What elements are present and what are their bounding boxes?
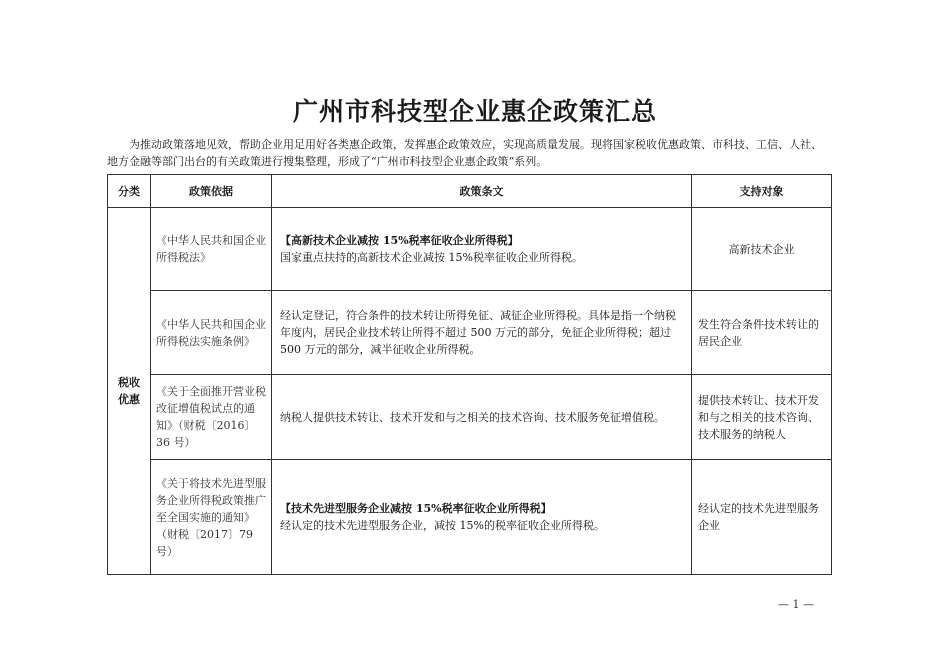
basis-cell: 《中华人民共和国企业所得税法实施条例》 [151, 291, 272, 375]
target-cell: 提供技术转让、技术开发和与之相关的技术咨询、技术服务的纳税人 [692, 375, 832, 460]
table-header-row [108, 175, 832, 208]
category-label: 税收优惠 [118, 376, 140, 406]
page-number: — 1 — [778, 598, 814, 611]
policy-table [107, 174, 832, 575]
text-title: 【高新技术企业减按 15%税率征收企业所得税】 [280, 234, 519, 247]
text-body: 国家重点扶持的高新技术企业减按 15%税率征收企业所得税。 [280, 251, 583, 264]
intro-paragraph: 为推动政策落地见效，帮助企业用足用好各类惠企政策，发挥惠企政策效应，实现高质量发展。现将国家税收优惠政策、市科技、工信、人社、地方金融等部门出台的有关政策进行搜集整理，形成了“广州市科技型企业惠企政策”系列。 [107, 138, 822, 168]
header-category: 分类 [108, 175, 151, 208]
basis-cell: 《中华人民共和国企业所得税法》 [151, 208, 272, 291]
table-row [108, 460, 832, 575]
table-row [108, 208, 832, 291]
text-title: 【技术先进型服务企业减按 15%税率征收企业所得税】 [280, 502, 552, 515]
text-cell [272, 460, 692, 575]
target-cell: 高新技术企业 [692, 208, 832, 291]
basis-cell: 《关于将技术先进型服务企业所得税政策推广至全国实施的通知》（财税〔2017〕79 号） [151, 460, 272, 575]
category-cell [108, 208, 151, 575]
table-row [108, 291, 832, 375]
text-cell: 纳税人提供技术转让、技术开发和与之相关的技术咨询、技术服务免征增值税。 [272, 375, 692, 460]
text-body: 经认定的技术先进型服务企业，减按 15%的税率征收企业所得税。 [280, 519, 605, 532]
target-cell: 发生符合条件技术转让的居民企业 [692, 291, 832, 375]
document-title: 广州市科技型企业惠企政策汇总 [292, 97, 657, 126]
text-cell: 经认定登记，符合条件的技术转让所得免征、减征企业所得税。具体是指一个纳税年度内，居民企业技术转让所得不超过 500 万元的部分，免征企业所得税；超过 500 万元的部分，减半征收企业所得税。 [272, 291, 692, 375]
basis-cell: 《关于全面推开营业税改征增值税试点的通知》（财税〔2016〕36 号） [151, 375, 272, 460]
header-target: 支持对象 [692, 175, 832, 208]
table-row [108, 375, 832, 460]
header-text: 政策条文 [272, 175, 692, 208]
target-cell: 经认定的技术先进型服务企业 [692, 460, 832, 575]
text-cell [272, 208, 692, 291]
header-basis: 政策依据 [151, 175, 272, 208]
